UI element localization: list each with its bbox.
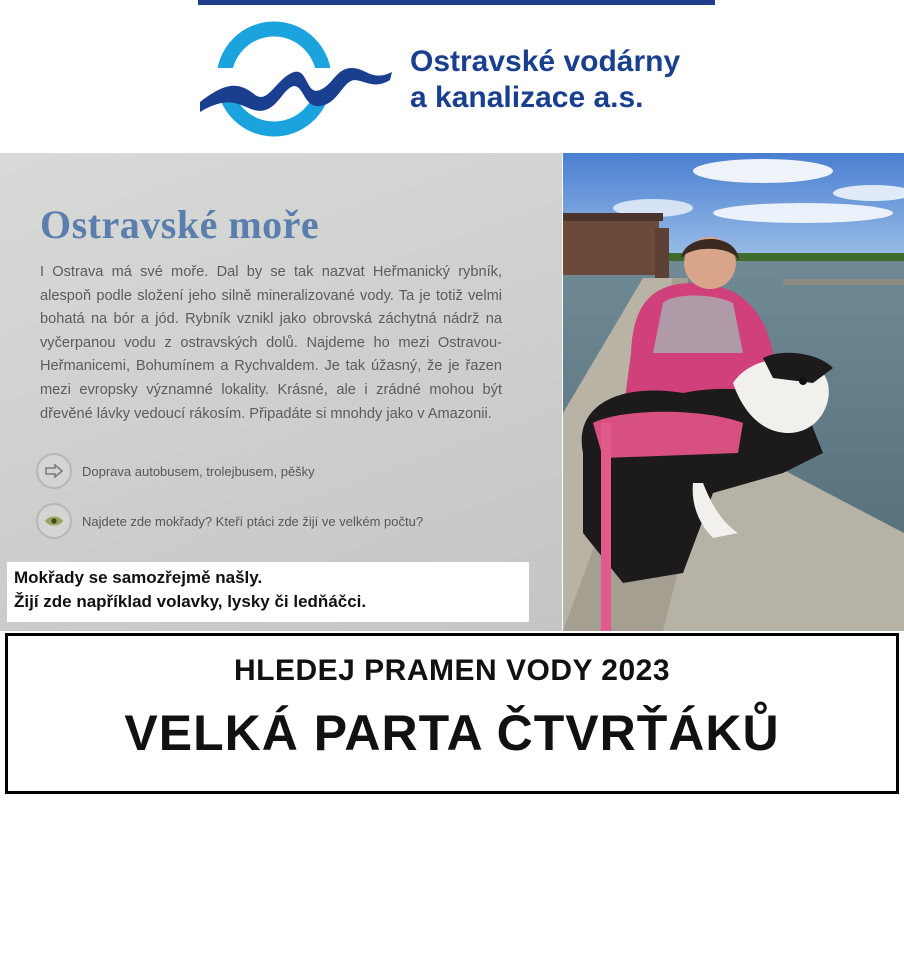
- eye-icon: [36, 503, 72, 539]
- information-sign-photo: [0, 153, 562, 631]
- girl-with-dog-photo: [563, 153, 904, 631]
- sign-question-text: Najdete zde mokřady? Kteří ptáci zde žijí ve velkém počtu?: [82, 513, 424, 529]
- sign-transport-text: Doprava autobusem, trolejbusem, pěšky: [82, 463, 315, 479]
- sign-title: Ostravské moře: [40, 202, 320, 247]
- sign-body-text: I Ostrava má své moře. Dal by se tak nazvat Heřmanický rybník, alespoň podle složení jeho silně mineralizované vody. Ta je totiž velmi bohatá na bór a jód. Rybník vznikl jako obrovská záchytná nádrž na vyčerpanou vodu z ostravských dolů. Najdeme ho mezi Ostravou-Heřmanicemi, Bohumínem a Rychvaldem. Je tak úžasný, že je řazen mezi evropsky významné lokality. Krásné, ale i zrádné mohou být dřevěné lávky vedoucí rákosím. Připadáte si mnohdy jako v Amazonii.: [40, 264, 502, 422]
- top-bar: [198, 0, 715, 5]
- banner-title: VELKÁ PARTA ČTVRŤÁKŮ: [124, 705, 780, 761]
- sign-transport-row: [36, 453, 315, 489]
- ovak-wave-logo: [196, 20, 396, 138]
- arrow-right-icon: [36, 453, 72, 489]
- answer-line-2: Žijí zde například volavky, lysky či ledňáčci.: [14, 592, 367, 611]
- company-name: [410, 44, 680, 116]
- banner-subtitle: HLEDEJ PRAMEN VODY 2023: [233, 654, 671, 687]
- company-line-2: a kanalizace a.s.: [410, 81, 644, 114]
- answer-box: [7, 562, 529, 622]
- answer-line-1: Mokřady se samozřejmě našly.: [14, 568, 263, 587]
- sign-question-row: [36, 503, 423, 539]
- event-banner: [5, 633, 899, 794]
- company-line-1: Ostravské vodárny: [410, 45, 681, 78]
